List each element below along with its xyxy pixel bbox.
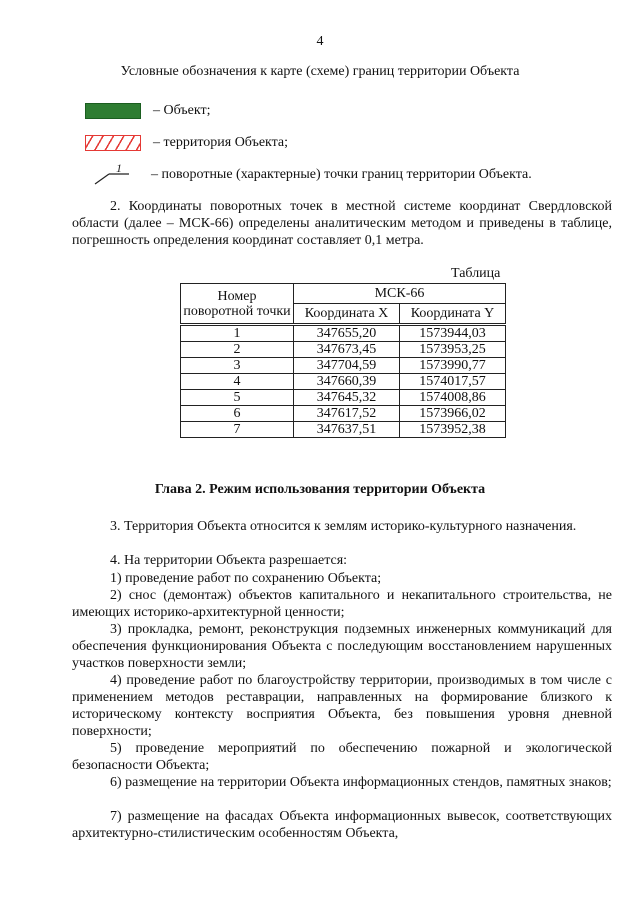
paragraph-3: 3. Территория Объекта относится к землям историко-культурного назначения. — [110, 519, 577, 534]
legend-item-object — [85, 100, 210, 122]
table-row: 7 347637,51 1573952,38 — [181, 422, 506, 438]
legend-item-label: – территория Объекта; — [153, 135, 289, 150]
legend-title: Условные обозначения к карте (схеме) границ территории Объекта — [120, 64, 520, 79]
turning-point-marker-icon — [85, 164, 139, 186]
header-point-number: Номер поворотной точки — [181, 284, 294, 325]
chapter-title: Глава 2. Режим использования территории Объекта — [154, 482, 486, 497]
green-fill-swatch-icon — [85, 103, 141, 119]
legend-item-label: – Объект; — [153, 103, 211, 118]
header-coordinate-system: МСК-66 — [294, 284, 506, 304]
list-item-5: 5) проведение мероприятий по обеспечению пожарной и экологической безопасности Объекта; — [72, 741, 612, 773]
table-row: 6 347617,52 1573966,02 — [181, 406, 506, 422]
legend-item-turning-points — [85, 164, 532, 186]
paragraph-4: 4. На территории Объекта разрешается: — [110, 553, 348, 568]
red-hatch-swatch-icon — [85, 135, 141, 151]
table-row: 5 347645,32 1574008,86 — [181, 390, 506, 406]
list-item-1: 1) проведение работ по сохранению Объекта; — [110, 571, 382, 586]
table-row: 3 347704,59 1573990,77 — [181, 358, 506, 374]
legend-item-territory — [85, 132, 288, 154]
list-item-2: 2) снос (демонтаж) объектов капитального и некапитального строительства, не имеющих историко-архитектурной ценности; — [72, 588, 612, 620]
coordinates-table — [180, 283, 506, 438]
list-item-6: 6) размещение на территории Объекта информационных стендов, памятных знаков; — [110, 775, 612, 790]
marker-number: 1 — [116, 162, 122, 175]
table-caption: Таблица — [451, 266, 501, 281]
list-item-7: 7) размещение на фасадах Объекта информационных вывесок, соответствующих архитектурно-стилистическим особенностям Объекта, — [72, 809, 612, 841]
table-row: 4 347660,39 1574017,57 — [181, 374, 506, 390]
header-x: Координата X — [294, 304, 400, 325]
list-item-4: 4) проведение работ по благоустройству территории, производимых в том числе с применением методов реставрации, направленных на формирование близкого к историческому контексту восприятия Объекта, без повышения уровня дневной поверхности; — [72, 673, 612, 739]
header-y: Координата Y — [400, 304, 506, 325]
list-item-3: 3) прокладка, ремонт, реконструкция подземных инженерных коммуникаций для обеспечения функционирования Объекта с последующим восстановлением нарушенных участков поверхности земли; — [72, 622, 612, 671]
table-row: 1 347655,20 1573944,03 — [181, 325, 506, 342]
page-number: 4 — [316, 34, 324, 49]
paragraph-coordinates: 2. Координаты поворотных точек в местной системе координат Свердловской области (далее – МСК-66) определены аналитическим методом и приведены в таблице, погрешность определения координат составляет 0,1 метра. — [72, 199, 612, 248]
table-row: 2 347673,45 1573953,25 — [181, 342, 506, 358]
legend-item-label: – поворотные (характерные) точки границ территории Объекта. — [151, 167, 532, 182]
